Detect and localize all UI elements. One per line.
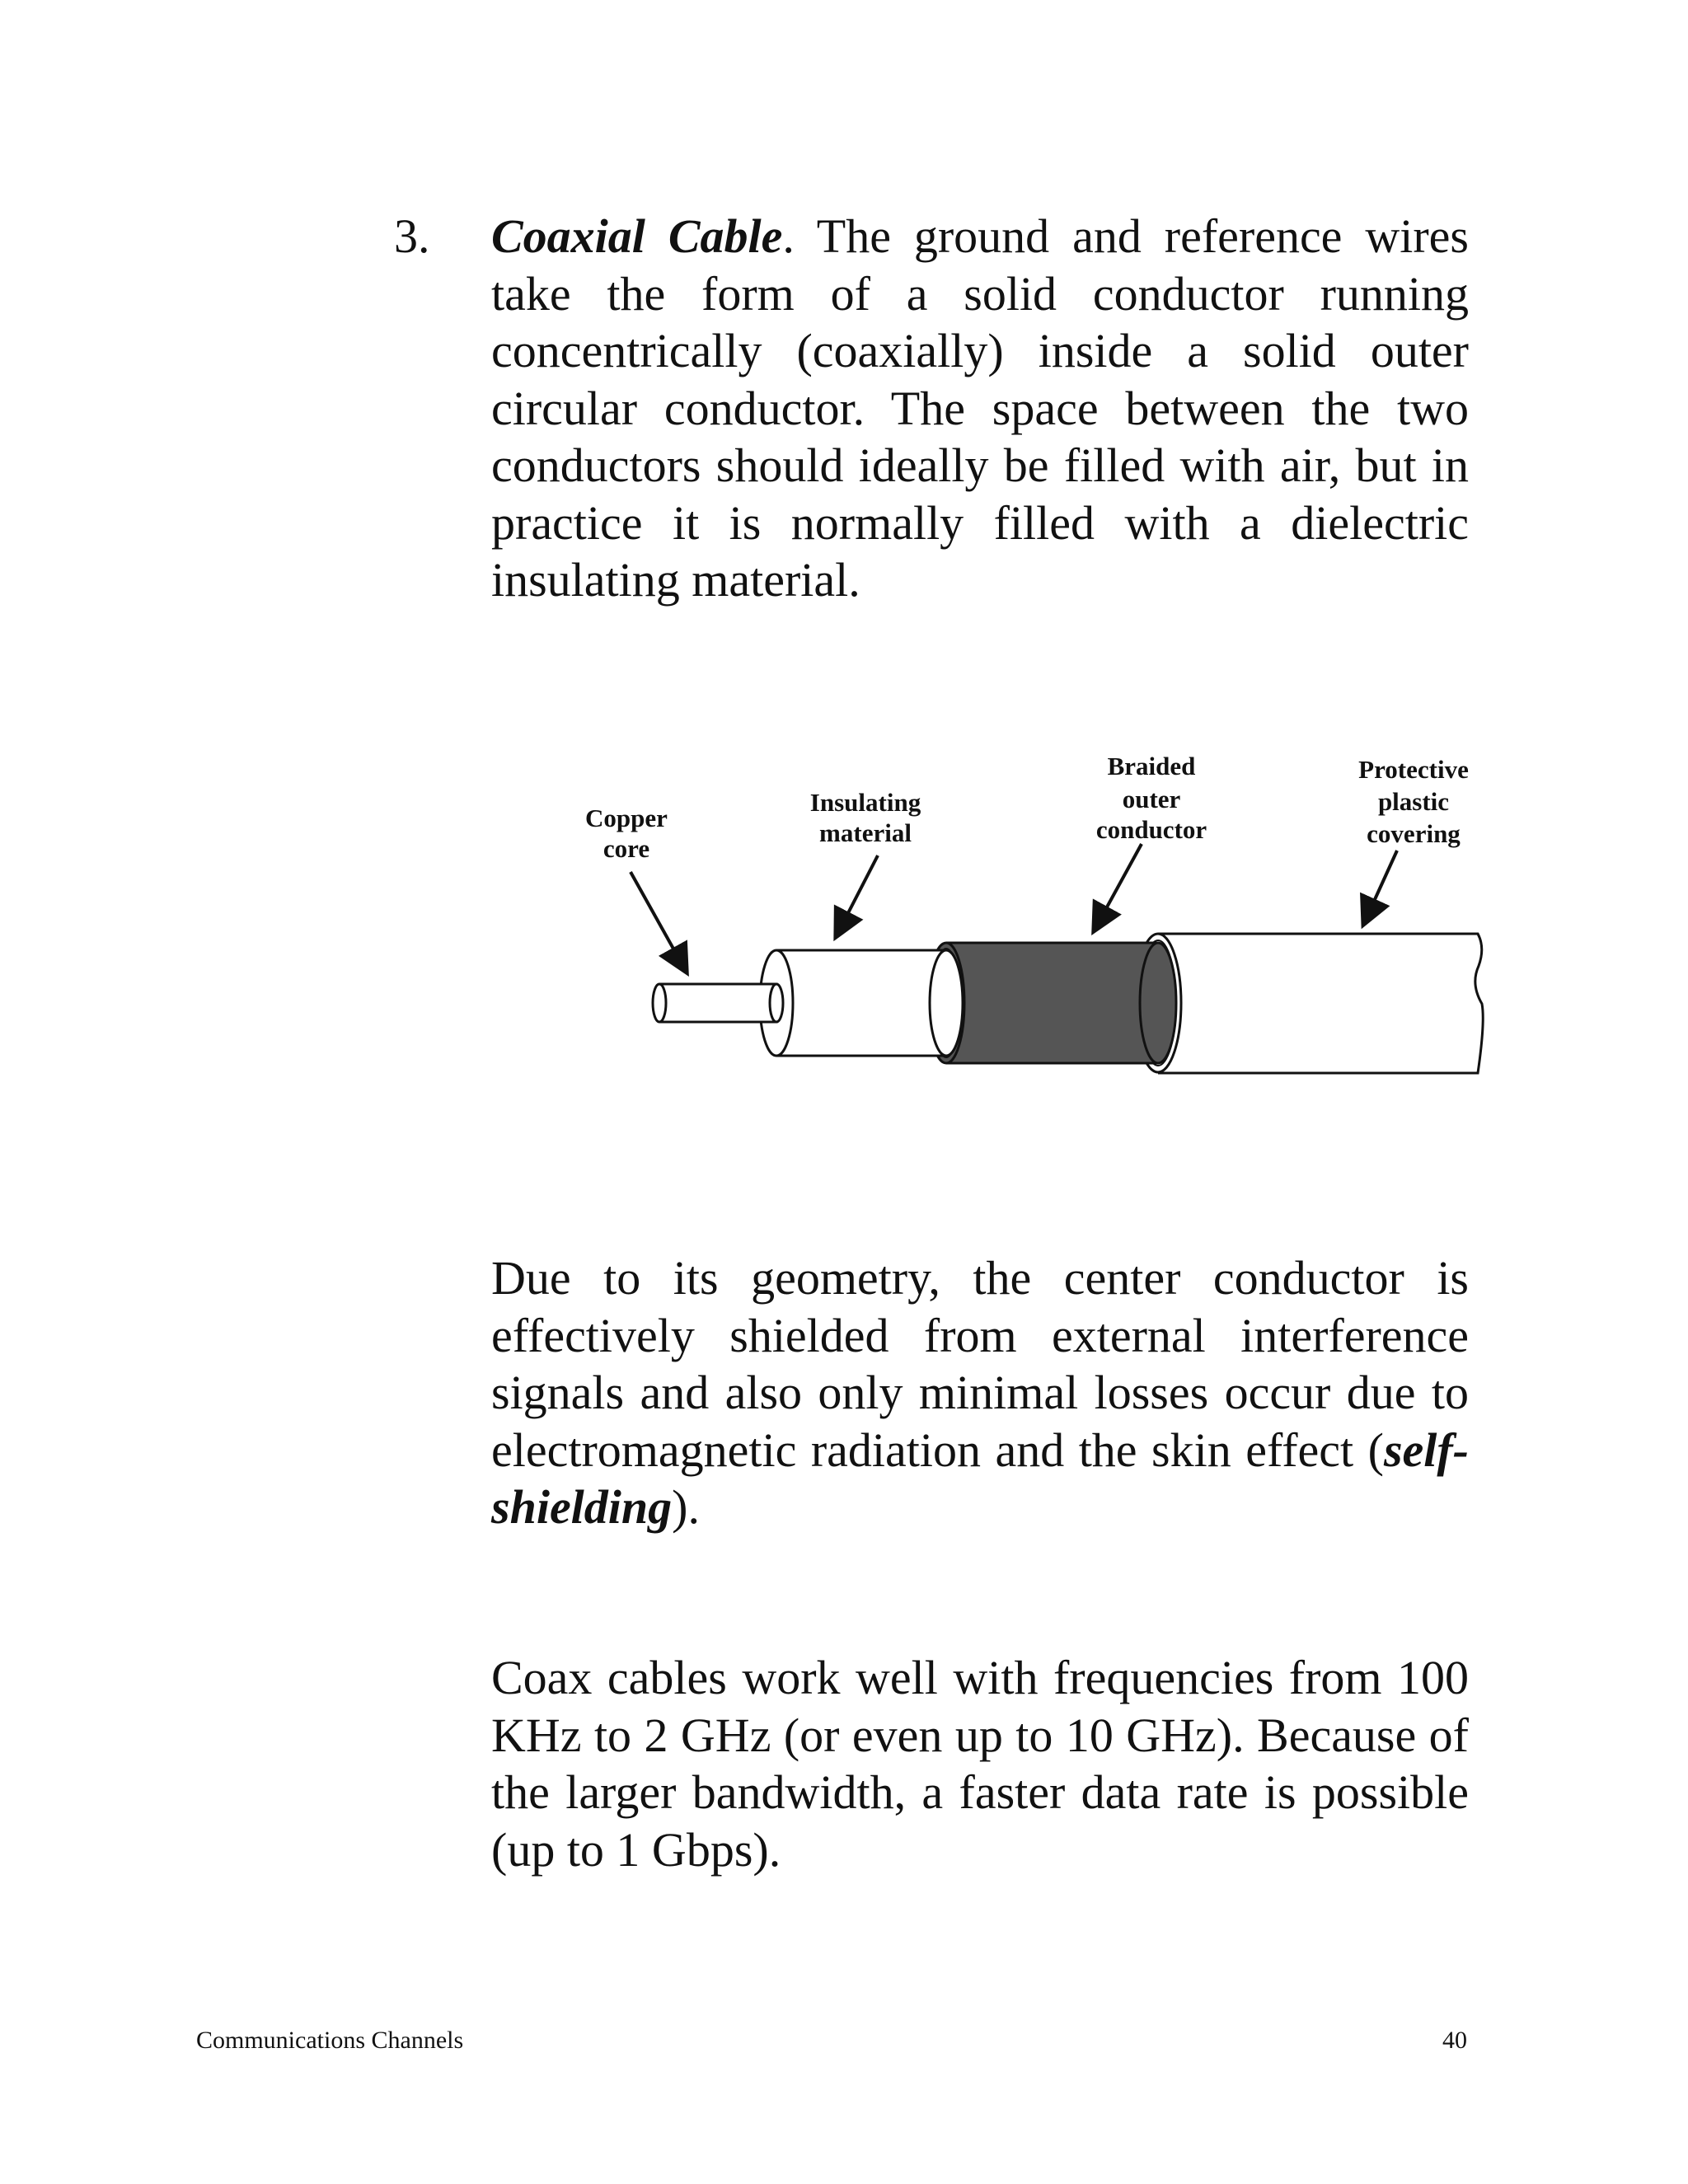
insulating-label-line1: Insulating <box>809 788 921 817</box>
protective-covering-arrow <box>1364 851 1397 923</box>
self-shielding-text-before: Due to its geometry, the center conductor is effectively shielded from external interference signals and also only minimal losses occur due to electromagnetic radiation and the skin effect ( <box>491 1251 1469 1477</box>
frequency-paragraph: Coax cables work well with frequencies from 100 KHz to 2 GHz (or even up to 10 GHz). Because of the larger bandwidth, a faster data rate is possible (up to 1 Gbps). <box>491 1651 1469 1877</box>
coaxial-cable-paragraph <box>491 208 1469 609</box>
protective-covering-shape <box>1135 934 1483 1073</box>
term-coaxial-cable: Coaxial Cable <box>491 209 783 263</box>
copper-core-arrow <box>631 872 686 971</box>
list-item-number: 3. <box>394 209 430 263</box>
braided-label-line3: conductor <box>1095 815 1207 844</box>
braided-label-line1: Braided <box>1107 752 1196 780</box>
braided-conductor-shape <box>928 943 1176 1063</box>
protective-label-line1: Protective <box>1358 755 1469 784</box>
footer-page-number: 40 <box>1442 2027 1467 2054</box>
term-self-shielding: self-shielding <box>491 1422 1469 1534</box>
coaxial-cable-diagram <box>544 742 1500 1104</box>
protective-label-line2: plastic <box>1377 787 1450 816</box>
copper-core-label-line1: Copper <box>585 804 668 832</box>
footer-chapter-title: Communications Channels <box>196 2027 464 2054</box>
insulating-label-line2: material <box>819 818 912 847</box>
braided-conductor-arrow <box>1095 844 1142 930</box>
insulating-material-shape <box>760 950 963 1056</box>
braided-label-line2: outer <box>1122 785 1181 813</box>
coaxial-cable-description: . The ground and reference wires take the form of a solid conductor running concentrically (coaxially) inside a solid outer circular conductor. The space between the two conductors should ideally be filled with air, but in practice it is normally filled with a dielectric insulating material. <box>491 209 1469 607</box>
insulating-material-arrow <box>837 855 878 935</box>
copper-core-shape <box>653 984 783 1022</box>
protective-label-line3: covering <box>1367 819 1461 848</box>
self-shielding-text-after: ). <box>672 1480 700 1534</box>
copper-core-label-line2: core <box>603 834 650 863</box>
self-shielding-paragraph <box>491 1249 1469 1536</box>
